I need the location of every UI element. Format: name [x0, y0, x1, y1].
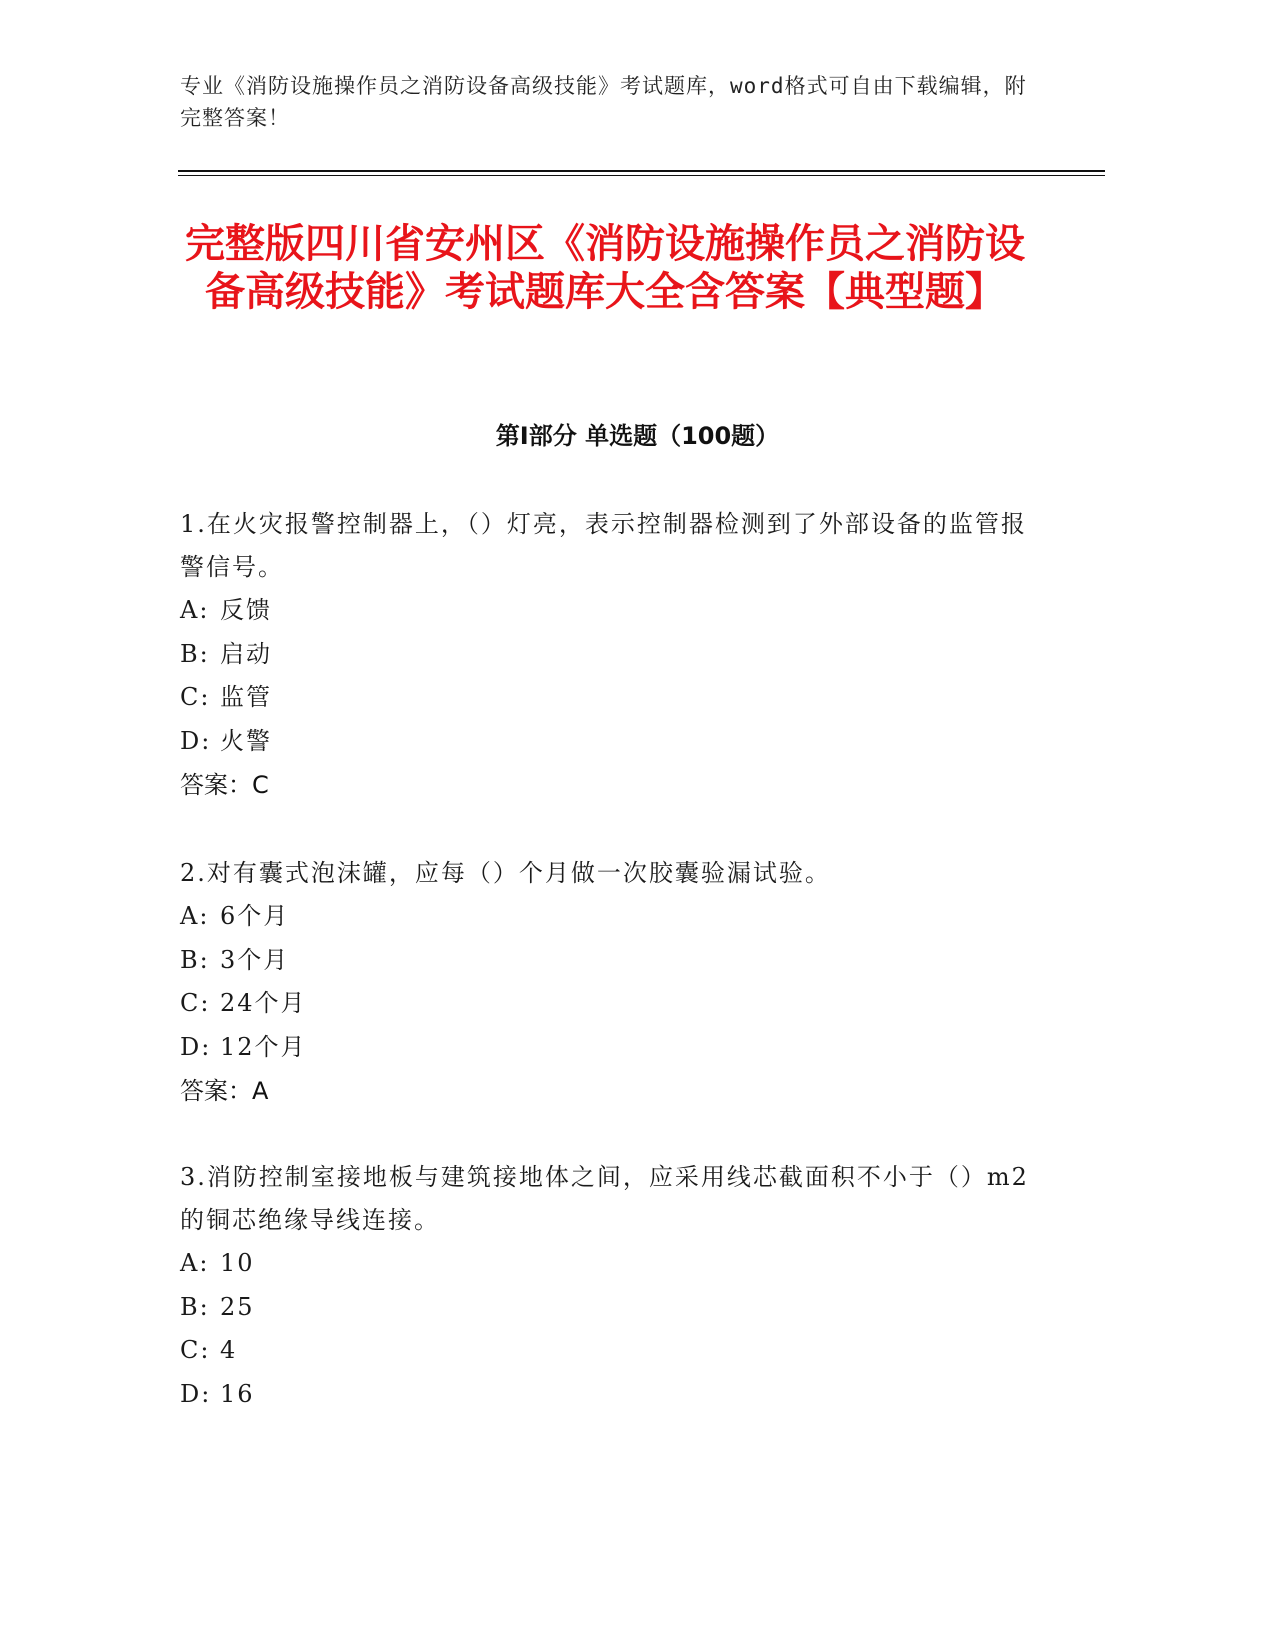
option-value: 25: [220, 1292, 255, 1321]
header-divider-thin: [178, 175, 1105, 176]
option-d: [180, 1373, 1040, 1417]
option-value: 6个月: [220, 902, 290, 930]
option-value: 启动: [220, 639, 272, 668]
document-title: 完整版四川省安州区《消防设施操作员之消防设备高级技能》考试题库大全含答案【典型题】: [185, 221, 1025, 315]
question-text: 2.对有囊式泡沫罐，应每（）个月做一次胶囊验漏试验。: [180, 859, 831, 887]
answer-line: 答案：C: [180, 771, 269, 799]
option-value: 16: [220, 1379, 255, 1408]
option-key: D:: [180, 1379, 212, 1408]
option-key: A:: [180, 902, 210, 930]
option-key: C:: [180, 683, 211, 711]
option-a: [180, 895, 1040, 939]
option-value: 10: [220, 1249, 255, 1277]
option-key: C:: [180, 1336, 211, 1364]
option-d: [180, 1026, 1040, 1070]
question-1: [180, 503, 1040, 807]
question-text: 1.在火灾报警控制器上，（）灯亮，表示控制器检测到了外部设备的监管报警信号。: [180, 510, 1027, 581]
option-value: 4: [220, 1336, 238, 1364]
option-key: A:: [180, 596, 210, 624]
option-c: [180, 676, 1040, 720]
option-value: 监管: [220, 683, 272, 711]
option-key: D:: [180, 1032, 212, 1061]
option-key: D:: [180, 726, 212, 755]
option-key: A:: [180, 1249, 210, 1277]
option-value: 12个月: [220, 1032, 307, 1061]
option-value: 火警: [220, 726, 272, 755]
option-key: B:: [180, 945, 210, 974]
option-value: 反馈: [220, 596, 272, 624]
option-a: [180, 589, 1040, 633]
header-note: 专业《消防设施操作员之消防设备高级技能》考试题库，word格式可自由下载编辑，附完整答案！: [180, 74, 1027, 130]
option-key: B:: [180, 1292, 210, 1321]
question-3: [180, 1156, 1040, 1416]
option-b: [180, 1286, 1040, 1330]
section-heading: 第I部分 单选题（100题）: [495, 422, 780, 450]
option-b: [180, 939, 1040, 983]
option-key: C:: [180, 989, 211, 1017]
question-2: [180, 852, 1040, 1113]
option-b: [180, 633, 1040, 677]
option-c: [180, 982, 1040, 1026]
question-text: 3.消防控制室接地板与建筑接地体之间，应采用线芯截面积不小于（）m2的铜芯绝缘导线连接。: [180, 1163, 1029, 1234]
option-a: [180, 1242, 1040, 1286]
option-value: 3个月: [220, 945, 290, 974]
option-d: [180, 720, 1040, 764]
header-divider-thick: [178, 170, 1105, 172]
option-c: [180, 1329, 1040, 1373]
answer-line: 答案：A: [180, 1077, 269, 1105]
option-key: B:: [180, 639, 210, 668]
option-value: 24个月: [220, 989, 307, 1017]
